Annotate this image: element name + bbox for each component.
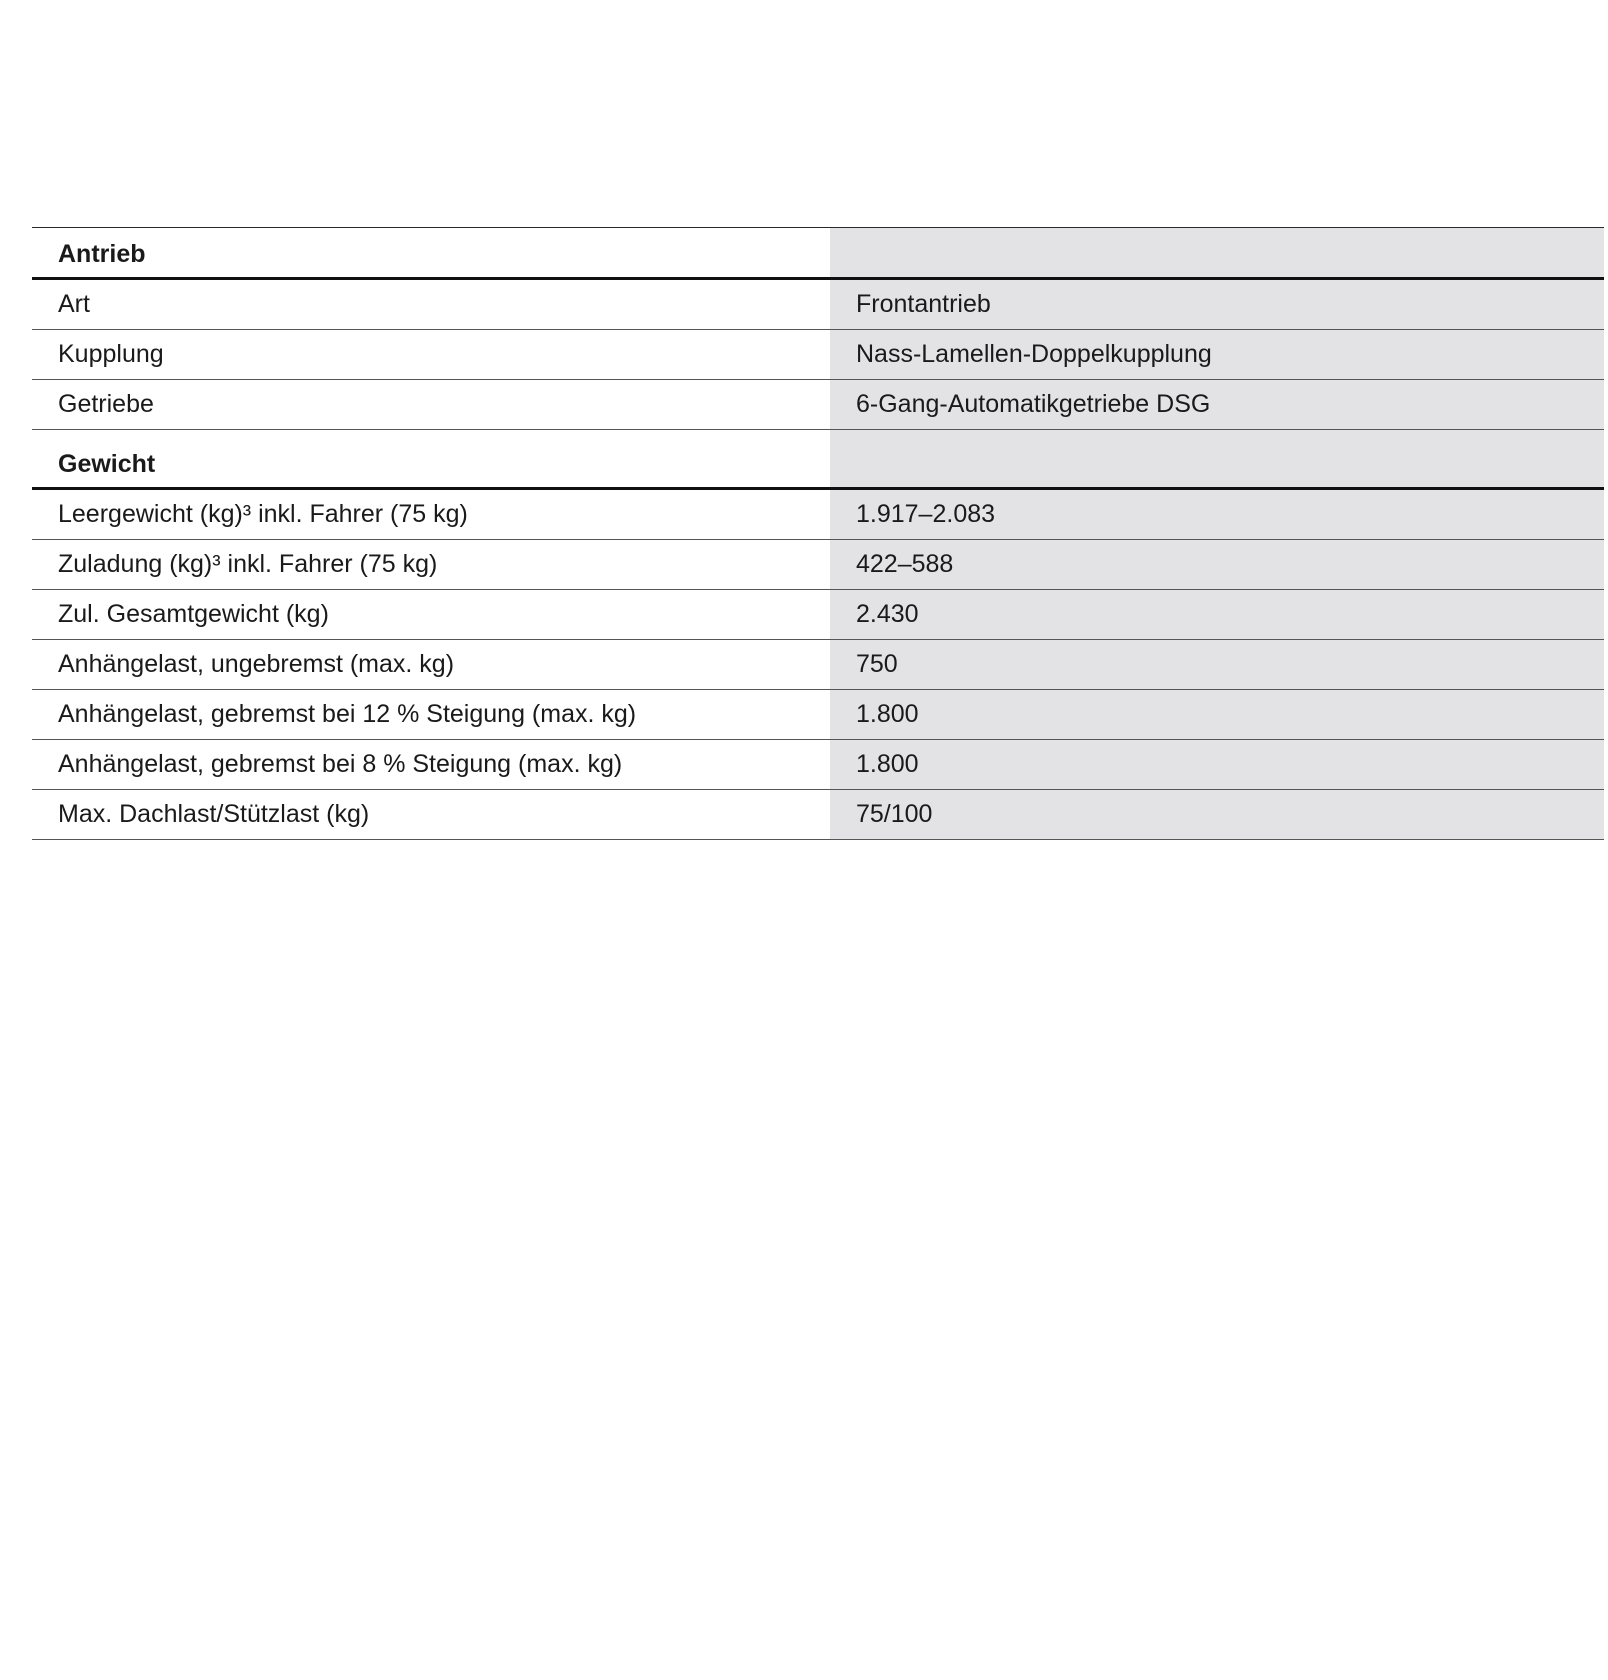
- row-value: 1.800: [830, 740, 1604, 789]
- row-value: 1.800: [830, 690, 1604, 739]
- table-row: [32, 490, 1604, 540]
- section-header-gewicht: [32, 430, 1604, 490]
- table-row: [32, 330, 1604, 380]
- table-row: [32, 640, 1604, 690]
- section-header-antrieb: [32, 228, 1604, 280]
- row-value: 2.430: [830, 590, 1604, 639]
- row-label: Anhängelast, gebremst bei 12 % Steigung (max. kg): [32, 690, 830, 739]
- section-heading: Gewicht: [32, 430, 830, 487]
- row-label: Zul. Gesamtgewicht (kg): [32, 590, 830, 639]
- section-heading-value-cell: [830, 430, 1604, 487]
- table-row: [32, 380, 1604, 430]
- table-row: [32, 690, 1604, 740]
- table-row: [32, 590, 1604, 640]
- row-value: 1.917–2.083: [830, 490, 1604, 539]
- spec-table: [32, 227, 1604, 840]
- table-row: [32, 740, 1604, 790]
- row-label: Art: [32, 280, 830, 329]
- row-label: Max. Dachlast/Stützlast (kg): [32, 790, 830, 839]
- row-label: Anhängelast, gebremst bei 8 % Steigung (max. kg): [32, 740, 830, 789]
- row-label: Kupplung: [32, 330, 830, 379]
- row-label: Leergewicht (kg)³ inkl. Fahrer (75 kg): [32, 490, 830, 539]
- table-row: [32, 540, 1604, 590]
- row-value: 75/100: [830, 790, 1604, 839]
- row-value: Frontantrieb: [830, 280, 1604, 329]
- row-value: Nass-Lamellen-Doppelkupplung: [830, 330, 1604, 379]
- row-value: 6-Gang-Automatikgetriebe DSG: [830, 380, 1604, 429]
- section-heading: Antrieb: [32, 228, 830, 277]
- row-value: 422–588: [830, 540, 1604, 589]
- row-label: Anhängelast, ungebremst (max. kg): [32, 640, 830, 689]
- table-row: [32, 280, 1604, 330]
- row-value: 750: [830, 640, 1604, 689]
- section-heading-value-cell: [830, 228, 1604, 277]
- table-row: [32, 790, 1604, 840]
- row-label: Getriebe: [32, 380, 830, 429]
- row-label: Zuladung (kg)³ inkl. Fahrer (75 kg): [32, 540, 830, 589]
